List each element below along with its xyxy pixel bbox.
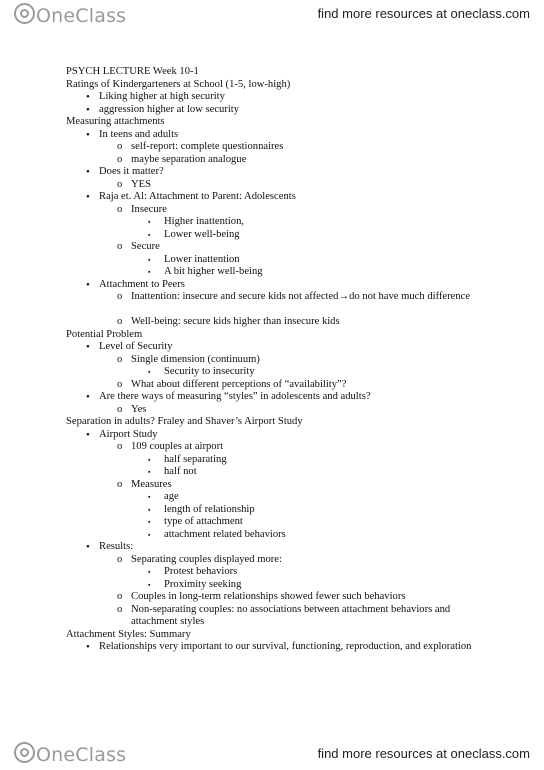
square-bullet-icon: ▪ [148, 455, 151, 464]
circle-bullet-icon: o [117, 553, 123, 565]
oneclass-logo-icon [14, 742, 35, 763]
line-text: age [164, 491, 179, 502]
bullet-icon: • [86, 391, 90, 403]
line-text: Attachment Styles: Summary [66, 628, 191, 640]
line-text: Airport Study [99, 428, 158, 440]
square-bullet-icon: ▪ [148, 530, 151, 539]
resources-link[interactable]: find more resources at oneclass.com [317, 6, 530, 21]
square-bullet-icon: ▪ [148, 230, 151, 239]
circle-bullet-icon: o [117, 153, 123, 165]
circle-bullet-icon: o [117, 203, 123, 215]
square-bullet-icon: ▪ [148, 368, 151, 376]
line-text: half separating [164, 453, 227, 465]
line-text: type of attachment [164, 516, 243, 527]
line-text: 109 couples at airport [131, 441, 224, 452]
circle-bullet-icon: o [117, 441, 123, 452]
line-text: Are there ways of measuring “styles” in adolescents and adults? [99, 391, 371, 402]
line-text: Protest behaviors [164, 566, 238, 577]
logo-text: OneClass [36, 744, 127, 766]
oneclass-logo-icon [14, 3, 35, 24]
line-text: Liking higher at high security [99, 91, 225, 102]
circle-bullet-icon: o [117, 403, 123, 415]
line-text: PSYCH LECTURE Week 10-1 [66, 66, 199, 77]
line-text: Measuring attachments [66, 116, 165, 127]
circle-bullet-icon: o [117, 478, 123, 490]
bullet-icon: • [86, 103, 90, 116]
square-bullet-icon: ▪ [148, 505, 151, 514]
circle-bullet-icon: o [117, 603, 123, 615]
line-text: A bit higher well-being [164, 266, 263, 277]
line-text: Potential Problem [66, 328, 143, 340]
line-text: Lower inattention [164, 253, 240, 265]
circle-bullet-icon: o [117, 378, 123, 390]
line-text: Secure [131, 241, 160, 252]
circle-bullet-icon: o [117, 591, 123, 602]
line-text: Relationships very important to our survival, functioning, reproduction, and exploration [99, 641, 472, 652]
logo-text: OneClass [36, 5, 127, 27]
circle-bullet-icon: o [117, 141, 123, 152]
line-text: YES [131, 178, 152, 190]
line-text: Ratings of Kindergarteners at School (1-5, low-high) [66, 78, 291, 90]
bullet-icon: • [86, 91, 90, 103]
oneclass-logo[interactable] [14, 3, 126, 27]
line-text: Yes [131, 403, 147, 415]
page-footer [0, 738, 544, 768]
square-bullet-icon: ▪ [148, 268, 151, 276]
line-text: attachment related behaviors [164, 528, 286, 540]
bullet-icon: • [86, 428, 90, 441]
line-text: In teens and adults [99, 128, 179, 140]
bullet-icon: • [86, 128, 90, 141]
line-text: What about different perceptions of “availability”? [131, 378, 347, 390]
line-text: Separating couples displayed more: [131, 553, 282, 565]
circle-bullet-icon: o [117, 241, 123, 252]
bullet-icon: • [86, 341, 90, 353]
line-text: half not [164, 466, 197, 477]
line-text: Level of Security [99, 341, 173, 352]
line-text: self-report: complete questionnaires [131, 141, 284, 152]
circle-bullet-icon: o [117, 316, 123, 327]
square-bullet-icon: ▪ [148, 468, 151, 476]
line-text: Insecure [131, 203, 167, 215]
line-text: Results: [99, 541, 134, 552]
line-text: Couples in long-term relationships showed fewer such behaviors [131, 591, 406, 602]
square-bullet-icon: ▪ [148, 493, 151, 501]
line-text: maybe separation analogue [131, 153, 247, 165]
line-text: Well-being: secure kids higher than insecure kids [131, 316, 340, 327]
circle-bullet-icon: o [117, 291, 123, 302]
line-text: Measures [131, 478, 172, 490]
bullet-icon: • [86, 166, 90, 178]
line-text: Lower well-being [164, 228, 240, 240]
line-text: Proximity seeking [164, 578, 242, 590]
bullet-icon: • [86, 278, 90, 291]
line-text: Inattention: insecure and secure kids not affected→do not have much difference [131, 291, 471, 302]
line-text: aggression higher at low security [99, 103, 240, 115]
line-text: Single dimension (continuum) [131, 353, 260, 365]
square-bullet-icon: ▪ [148, 255, 151, 264]
line-text: Raja et. Al: Attachment to Parent: Adolescents [99, 191, 296, 202]
bullet-icon: • [86, 641, 90, 653]
line-text: Attachment to Peers [99, 278, 185, 290]
bullet-icon: • [86, 191, 90, 203]
line-text: length of relationship [164, 503, 255, 515]
line-text: Non-separating couples: no associations between attachment behaviors and attachment styles [131, 603, 451, 627]
line-text: Does it matter? [99, 166, 164, 177]
line-text: Higher inattention, [164, 216, 245, 227]
square-bullet-icon: ▪ [148, 218, 151, 226]
bullet-icon: • [86, 541, 90, 553]
page-header [0, 0, 544, 28]
resources-link[interactable]: find more resources at oneclass.com [317, 746, 530, 761]
square-bullet-icon: ▪ [148, 518, 151, 526]
circle-bullet-icon: o [117, 353, 123, 365]
oneclass-logo[interactable] [14, 742, 126, 766]
line-text: Separation in adults? Fraley and Shaver’s Airport Study [66, 416, 303, 427]
line-text: Security to insecurity [164, 366, 255, 377]
square-bullet-icon: ▪ [148, 580, 151, 589]
circle-bullet-icon: o [117, 178, 123, 190]
square-bullet-icon: ▪ [148, 568, 151, 576]
